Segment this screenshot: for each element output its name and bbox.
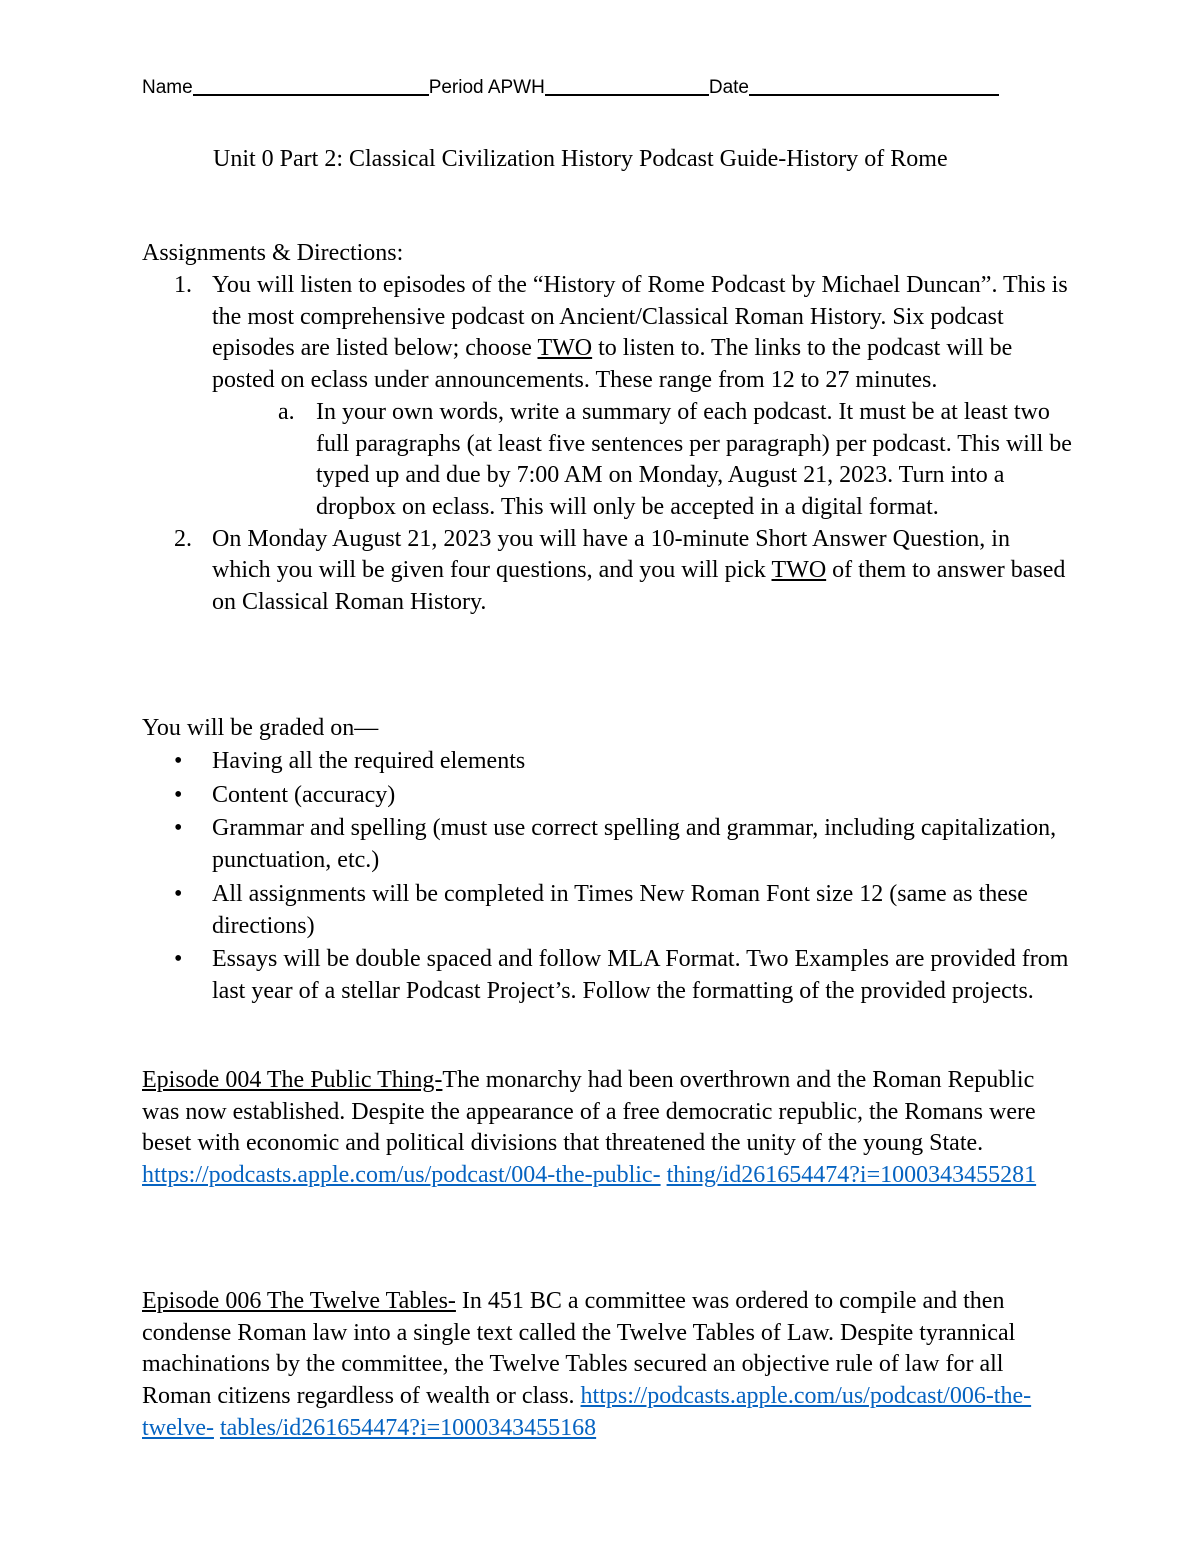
list-item: • Content (accuracy): [142, 780, 1072, 812]
episode-link[interactable]: https://podcasts.apple.com/us/podcast/006-the-twelve-: [142, 1383, 1032, 1441]
episode-link[interactable]: tables/id261654474?i=1000343455168: [219, 1414, 597, 1441]
bullet-icon: •: [174, 880, 183, 907]
episode-description: In 451 BC a committee was ordered to compile and then condense Roman law into a single text called the Twelve Tables of Law. Despite tyrannical machinations by the committee, the Twelve Tables secured an objective rule of law for all Roman citizens regardless of wealth or class.: [142, 1288, 1016, 1410]
list-item: • Essays will be double spaced and follow MLA Format. Two Examples are provided from last year of a stellar Podcast Project’s. Follow the formatting of the provided projects.: [174, 946, 1069, 1004]
name-blank[interactable]: [193, 76, 429, 96]
sub-list-item: a. In your own words, write a summary of each podcast. It must be at least two full paragraphs (at least five sentences per paragraph) per podcast. This will be typed up and due by 7:00 AM on Monday, August 21, 2023. Turn into a dropbox on eclass. This will only be accepted in a digital format.: [278, 398, 1072, 520]
student-info-line: [142, 76, 1042, 102]
episode-link[interactable]: thing/id261654474?i=1000343455281: [666, 1162, 1037, 1189]
episode-title: Episode 004 The Public Thing-: [142, 1067, 443, 1093]
episode-entry: [142, 1286, 1072, 1445]
emphasis-two: TWO: [771, 557, 827, 584]
emphasis-two: TWO: [537, 335, 593, 362]
episode-title: Episode 006 The Twelve Tables-: [142, 1288, 456, 1314]
sub-list-letter: a.: [278, 398, 295, 425]
list-item: • All assignments will be completed in Times New Roman Font size 12 (same as these directions): [174, 880, 1028, 939]
date-blank[interactable]: [749, 76, 999, 96]
list-number: 2.: [174, 525, 192, 552]
episode-description: The monarchy had been overthrown and the Roman Republic was now established. Despite the appearance of a free democratic republic, the Romans were beset with economic and political divisions that threatened the unity of the young State.: [142, 1067, 1036, 1157]
list-number: 1.: [174, 272, 192, 298]
period-label: Period APWH: [428, 77, 545, 98]
list-item: 1. You will listen to episodes of the “History of Rome Podcast by Michael Duncan”. This is the most comprehensive podcast on Ancient/Classical Roman History. Six podcast episodes are listed below; choose TWO to listen to. The links to the podcast will be posted on eclass under announcements. These range from 12 to 27 minutes.: [174, 272, 1068, 394]
list-item: • Having all the required elements: [142, 746, 1072, 778]
document-title: Unit 0 Part 2: Classical Civilization History Podcast Guide-History of Rome: [213, 146, 948, 172]
grading-heading: You will be graded on—: [142, 715, 379, 741]
list-item: • Grammar and spelling (must use correct spelling and grammar, including capitalization, punctuation, etc.): [174, 815, 1057, 874]
list-item: 2. On Monday August 21, 2023 you will have a 10-minute Short Answer Question, in which you will be given four questions, and you will pick TWO of them to answer based on Classical Roman History.: [174, 525, 1066, 616]
bullet-icon: •: [174, 781, 183, 808]
bullet-icon: •: [174, 748, 183, 774]
period-blank[interactable]: [545, 76, 709, 96]
bullet-icon: •: [174, 815, 183, 842]
date-label: Date: [708, 77, 749, 98]
name-label: Name: [142, 77, 193, 98]
grading-list: [142, 746, 1072, 1008]
episode-link[interactable]: https://podcasts.apple.com/us/podcast/004-the-public-: [142, 1162, 661, 1189]
bullet-icon: •: [174, 946, 183, 973]
directions-heading: Assignments & Directions:: [142, 240, 404, 266]
episode-entry: [142, 1065, 1072, 1192]
directions-list: [142, 270, 1072, 619]
